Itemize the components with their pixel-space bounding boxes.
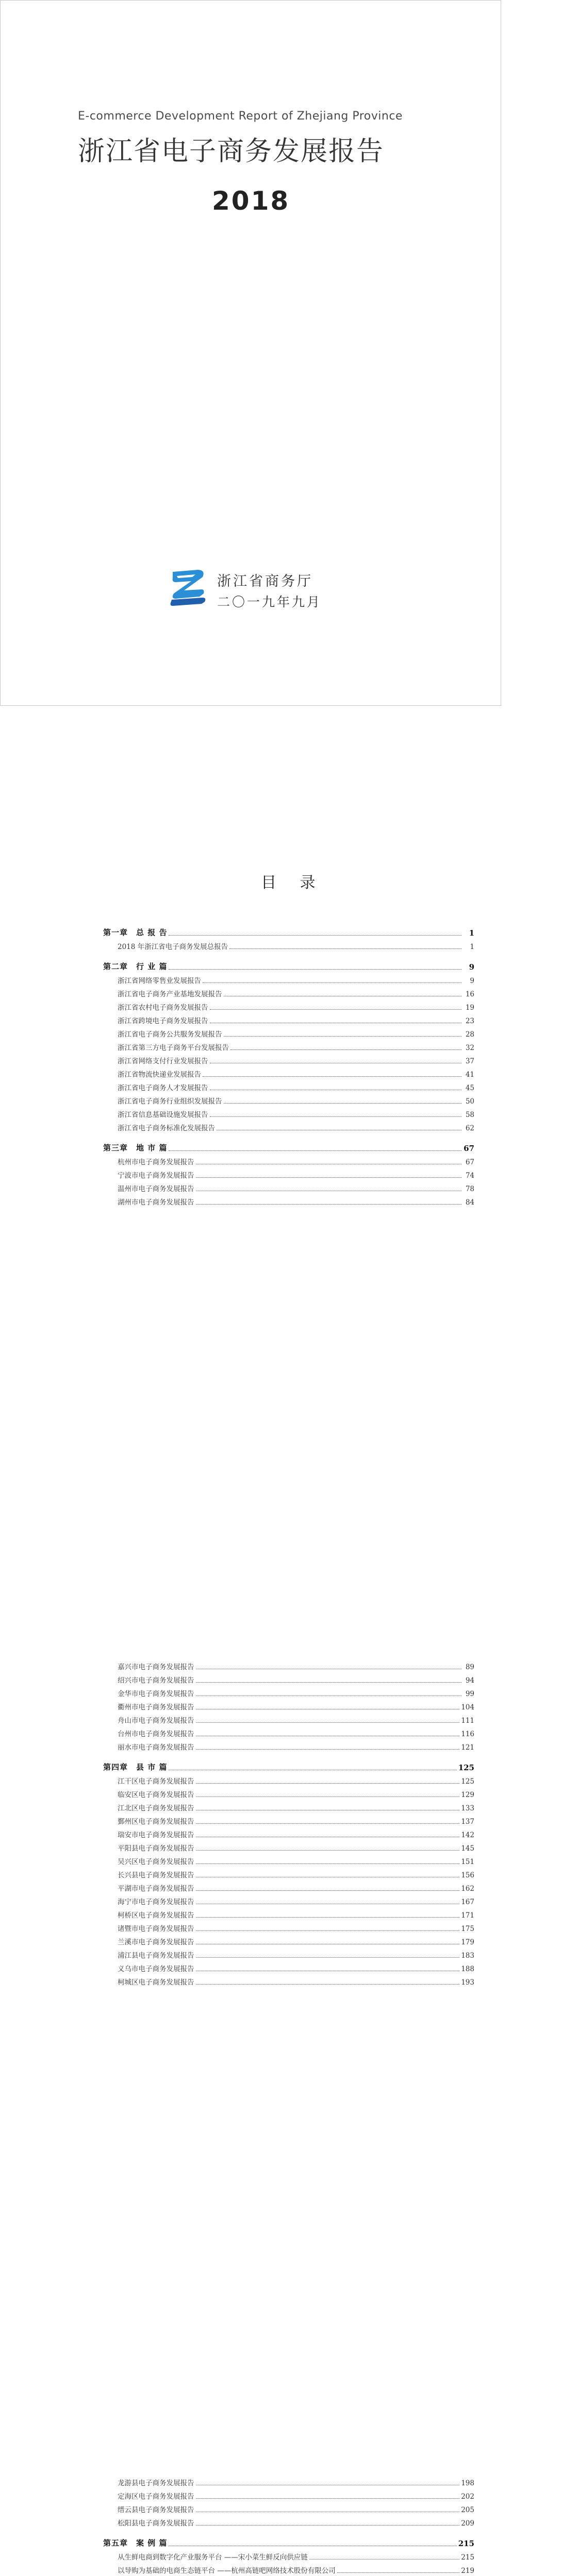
toc-entry[interactable]	[103, 1799, 474, 1812]
toc-entry[interactable]	[103, 1079, 474, 1092]
toc-page-number: 62	[465, 1124, 474, 1132]
toc-dot-leader	[203, 982, 461, 983]
toc-entry-title: 龙游县电子商务发展报告	[118, 2479, 194, 2487]
cover-page	[0, 0, 501, 706]
toc-section-2	[103, 1658, 474, 1987]
toc-entry[interactable]	[103, 1839, 474, 1853]
toc-page-number: 50	[465, 1097, 474, 1106]
toc-dot-leader	[196, 1930, 460, 1931]
toc-page-number: 37	[465, 1057, 474, 1065]
toc-dot-leader	[196, 1917, 460, 1918]
toc-page-number: 175	[461, 1925, 474, 1933]
toc-entry-title: 柯桥区电子商务发展报告	[118, 1911, 194, 1920]
toc-entry-title: 平阳县电子商务发展报告	[118, 1844, 194, 1853]
toc-page-number: 116	[461, 1730, 474, 1738]
toc-page-number: 188	[461, 1965, 474, 1973]
toc-dot-leader	[210, 1116, 462, 1117]
toc-page-number: 28	[465, 1030, 474, 1039]
toc-entry[interactable]	[103, 2548, 474, 2562]
toc-entry[interactable]	[103, 1065, 474, 1079]
toc-page-number: 125	[461, 1777, 474, 1786]
toc-entry-title: 2018 年浙江省电子商务发展总报告	[118, 943, 228, 951]
toc-dot-leader	[309, 2558, 459, 2560]
toc-entry-title: 第三章 地 市 篇	[103, 1143, 168, 1153]
toc-page-number: 137	[461, 1818, 474, 1826]
toc-page-number: 111	[461, 1717, 474, 1725]
toc-page-number: 1	[469, 928, 474, 938]
toc-dot-leader	[196, 1163, 462, 1164]
toc-dot-leader	[196, 1749, 460, 1750]
toc-entry-title: 杭州市电子商务发展报告	[118, 1158, 194, 1166]
toc-dot-leader	[196, 1722, 460, 1723]
toc-entry[interactable]	[103, 1960, 474, 1973]
toc-dot-leader	[196, 1984, 460, 1985]
toc-page-number: 121	[461, 1743, 474, 1752]
toc-page-number: 23	[465, 1017, 474, 1025]
toc-page-number: 198	[461, 2479, 474, 2487]
toc-page-number: 167	[461, 1898, 474, 1906]
toc-entry-title: 浦江县电子商务发展报告	[118, 1952, 194, 1960]
toc-entry[interactable]	[103, 1933, 474, 1946]
toc-dot-leader	[210, 1022, 462, 1023]
toc-page-number: 162	[461, 1885, 474, 1893]
toc-page-number: 58	[465, 1111, 474, 1119]
toc-page-number: 142	[461, 1831, 474, 1839]
toc-entry[interactable]	[103, 1012, 474, 1025]
toc-entry[interactable]	[103, 1866, 474, 1879]
toc-entry-title: 吴兴区电子商务发展报告	[118, 1858, 194, 1866]
toc-entry[interactable]	[103, 1893, 474, 1906]
toc-entry-title: 第二章 行 业 篇	[103, 962, 168, 971]
toc-dot-leader	[196, 1957, 460, 1958]
toc-entry[interactable]	[103, 1879, 474, 1893]
toc-entry[interactable]	[103, 985, 474, 998]
toc-entry-title: 浙江省第三方电子商务平台发展报告	[118, 1044, 229, 1052]
toc-entry-title: 从生鲜电商到数字化产业服务平台 ——宋小菜生鲜反向供应链	[118, 2553, 308, 2562]
toc-entry[interactable]	[103, 1711, 474, 1725]
toc-entry-title: 嘉兴市电子商务发展报告	[118, 1663, 194, 1671]
toc-entry[interactable]	[103, 1725, 474, 1738]
toc-dot-leader	[196, 1204, 462, 1205]
toc-entry-title: 浙江省信息基础设施发展报告	[118, 1111, 208, 1119]
toc-entry[interactable]	[103, 2501, 474, 2514]
toc-entry-title: 浙江省电子商务标准化发展报告	[118, 1124, 215, 1132]
toc-page-number: 67	[464, 1144, 474, 1153]
toc-entry[interactable]	[103, 938, 474, 951]
toc-entry[interactable]	[103, 2514, 474, 2528]
toc-entry[interactable]	[103, 1946, 474, 1960]
toc-page-number: 219	[461, 2567, 474, 2575]
toc-dot-leader	[196, 1836, 460, 1837]
toc-page-number: 74	[465, 1172, 474, 1180]
toc-dot-leader	[169, 935, 461, 936]
toc-dot-leader	[196, 1876, 460, 1877]
toc-dot-leader	[230, 1049, 461, 1050]
toc-entry-title: 浙江省电子商务人才发展报告	[118, 1084, 208, 1092]
toc-entry-title: 舟山市电子商务发展报告	[118, 1717, 194, 1725]
toc-chapter-entry[interactable]	[103, 958, 474, 972]
toc-page-number: 78	[465, 1185, 474, 1193]
toc-dot-leader	[203, 1076, 461, 1077]
toc-dot-leader	[196, 1809, 460, 1810]
toc-dot-leader	[210, 1089, 462, 1090]
toc-entry-title: 浙江省电子商务产业基地发展报告	[118, 990, 222, 998]
toc-section-1	[103, 924, 474, 1207]
toc-dot-leader	[169, 1150, 461, 1151]
toc-entry[interactable]	[103, 1052, 474, 1065]
toc-entry-title: 第五章 案 例 篇	[103, 2538, 168, 2548]
toc-entry-title: 温州市电子商务发展报告	[118, 1185, 194, 1193]
toc-dot-leader	[196, 2484, 460, 2485]
toc-dot-leader	[210, 1009, 462, 1010]
toc-dot-leader	[196, 1695, 462, 1696]
toc-entry-title: 长兴县电子商务发展报告	[118, 1871, 194, 1879]
toc-entry[interactable]	[103, 1772, 474, 1786]
toc-entry-title: 平湖市电子商务发展报告	[118, 1885, 194, 1893]
toc-entry-title: 义乌市电子商务发展报告	[118, 1965, 194, 1973]
toc-dot-leader	[196, 1943, 460, 1944]
toc-entry-title: 金华市电子商务发展报告	[118, 1690, 194, 1698]
toc-entry-title: 浙江省农村电子商务发展报告	[118, 1004, 208, 1012]
toc-entry[interactable]	[103, 1698, 474, 1711]
toc-dot-leader	[196, 1850, 460, 1851]
toc-dot-leader	[196, 1177, 462, 1178]
toc-page-number: 19	[465, 1004, 474, 1012]
toc-dot-leader	[196, 1735, 460, 1736]
toc-page-number: 209	[461, 2519, 474, 2528]
toc-dot-leader	[196, 2498, 460, 2499]
cover-english-title: E-commerce Development Report of Zhejiang Province	[78, 110, 403, 123]
toc-entry-title: 绍兴市电子商务发展报告	[118, 1676, 194, 1685]
toc-entry[interactable]	[103, 1039, 474, 1052]
toc-entry-title: 浙江省网络支付行业发展报告	[118, 1057, 208, 1065]
toc-dot-leader	[229, 948, 461, 949]
toc-entry-title: 瑞安市电子商务发展报告	[118, 1831, 194, 1839]
toc-page-number: 215	[458, 2539, 474, 2548]
toc-entry-title: 兰溪市电子商务发展报告	[118, 1938, 194, 1946]
toc-page-number: 16	[465, 990, 474, 998]
toc-entry[interactable]	[103, 1106, 474, 1119]
toc-page-number: 99	[465, 1690, 474, 1698]
toc-dot-leader	[196, 1708, 460, 1709]
toc-page-number: 179	[461, 1938, 474, 1946]
toc-entry-title: 丽水市电子商务发展报告	[118, 1743, 194, 1752]
toc-dot-leader	[224, 995, 462, 996]
zhejiang-commerce-logo-icon	[169, 566, 209, 608]
toc-page-number: 151	[461, 1858, 474, 1866]
toc-dot-leader	[196, 1668, 462, 1669]
toc-entry-title: 鄞州区电子商务发展报告	[118, 1818, 194, 1826]
toc-entry-title: 以导购为基础的电商生态链平台 ——杭州高链吧网络技术股份有限公司	[118, 2567, 336, 2575]
toc-page-number: 133	[461, 1804, 474, 1812]
cover-year: 2018	[212, 186, 290, 216]
toc-chapter-entry[interactable]	[103, 2535, 474, 2548]
toc-entry[interactable]	[103, 1812, 474, 1826]
toc-entry-title: 湖州市电子商务发展报告	[118, 1198, 194, 1207]
toc-entry[interactable]	[103, 1853, 474, 1866]
cover-date: 二〇一九年九月	[217, 595, 322, 609]
toc-entry-title: 缙云县电子商务发展报告	[118, 2506, 194, 2514]
toc-entry-title: 衢州市电子商务发展报告	[118, 1703, 194, 1711]
toc-page-number: 41	[465, 1071, 474, 1079]
toc-section-3	[103, 2474, 474, 2576]
toc-page-number: 183	[461, 1952, 474, 1960]
toc-entry[interactable]	[103, 1786, 474, 1799]
toc-dot-leader	[196, 1783, 460, 1784]
toc-page-number: 9	[470, 977, 474, 985]
toc-entry-title: 江干区电子商务发展报告	[118, 1777, 194, 1786]
cover-organization: 浙江省商务厅	[217, 573, 313, 589]
toc-page-number: 193	[461, 1978, 474, 1987]
toc-entry[interactable]	[103, 1973, 474, 1987]
toc-entry[interactable]	[103, 1025, 474, 1039]
toc-entry[interactable]	[103, 972, 474, 985]
toc-page-number: 32	[465, 1044, 474, 1052]
toc-entry[interactable]	[103, 1193, 474, 1207]
toc-dot-leader	[196, 1796, 460, 1797]
toc-page-number: 89	[465, 1663, 474, 1671]
toc-page-number: 156	[461, 1871, 474, 1879]
toc-dot-leader	[196, 1970, 460, 1971]
toc-entry-title: 浙江省物流快递业发展报告	[118, 1071, 201, 1079]
toc-entry[interactable]	[103, 2487, 474, 2501]
toc-entry[interactable]	[103, 1826, 474, 1839]
toc-dot-leader	[196, 1903, 460, 1904]
toc-entry[interactable]	[103, 1906, 474, 1920]
toc-entry[interactable]	[103, 1658, 474, 1671]
toc-dot-leader	[337, 2572, 459, 2573]
toc-entry-title: 浙江省电子商务行业组织发展报告	[118, 1097, 222, 1106]
toc-entry[interactable]	[103, 1119, 474, 1132]
toc-page-number: 104	[461, 1703, 474, 1711]
toc-page-number: 67	[465, 1158, 474, 1166]
toc-chapter-entry[interactable]	[103, 1140, 474, 1153]
toc-page-number: 202	[461, 2493, 474, 2501]
toc-page-number: 215	[461, 2553, 474, 2562]
toc-entry-title: 浙江省电子商务公共服务发展报告	[118, 1030, 222, 1039]
toc-page-number: 45	[465, 1084, 474, 1092]
toc-dot-leader	[169, 969, 461, 970]
toc-chapter-entry[interactable]	[103, 924, 474, 938]
toc-entry-title: 柯城区电子商务发展报告	[118, 1978, 194, 1987]
toc-entry-title: 海宁市电子商务发展报告	[118, 1898, 194, 1906]
toc-dot-leader	[224, 1103, 462, 1104]
toc-entry-title: 诸暨市电子商务发展报告	[118, 1925, 194, 1933]
toc-page-number: 94	[465, 1676, 474, 1685]
toc-dot-leader	[196, 1863, 460, 1864]
toc-dot-leader	[196, 2524, 460, 2526]
toc-page-number: 9	[469, 962, 474, 972]
toc-page-number: 171	[461, 1911, 474, 1920]
toc-page-number: 84	[465, 1198, 474, 1207]
toc-entry-title: 江北区电子商务发展报告	[118, 1804, 194, 1812]
toc-entry[interactable]	[103, 1180, 474, 1193]
cover-title: 浙江省电子商务发展报告	[78, 136, 385, 167]
toc-entry[interactable]	[103, 1166, 474, 1180]
toc-dot-leader	[196, 1190, 462, 1191]
toc-entry-title: 第一章 总 报 告	[103, 928, 168, 937]
toc-entry-title: 临安区电子商务发展报告	[118, 1791, 194, 1799]
toc-entry-title: 台州市电子商务发展报告	[118, 1730, 194, 1738]
toc-dot-leader	[196, 2511, 460, 2512]
toc-page-number: 129	[461, 1791, 474, 1799]
toc-dot-leader	[169, 1769, 456, 1770]
toc-dot-leader	[196, 1823, 460, 1824]
toc-chapter-entry[interactable]	[103, 1759, 474, 1772]
toc-entry-title: 浙江省跨境电子商务发展报告	[118, 1017, 208, 1025]
toc-entry-title: 松阳县电子商务发展报告	[118, 2519, 194, 2528]
toc-entry[interactable]	[103, 1671, 474, 1685]
toc-entry[interactable]	[103, 2562, 474, 2575]
toc-entry-title: 浙江省网络零售业发展报告	[118, 977, 201, 985]
toc-dot-leader	[210, 1062, 462, 1063]
toc-entry[interactable]	[103, 1738, 474, 1752]
toc-dot-leader	[196, 1682, 462, 1683]
toc-entry[interactable]	[103, 1153, 474, 1166]
toc-entry-title: 定海区电子商务发展报告	[118, 2493, 194, 2501]
toc-dot-leader	[217, 1129, 461, 1130]
toc-page-number: 145	[461, 1844, 474, 1853]
toc-title: 目 录	[261, 874, 325, 892]
toc-entry[interactable]	[103, 2474, 474, 2487]
toc-page-number: 125	[458, 1763, 474, 1772]
toc-entry-title: 第四章 县 市 篇	[103, 1762, 168, 1772]
toc-entry-title: 宁波市电子商务发展报告	[118, 1172, 194, 1180]
toc-entry[interactable]	[103, 1092, 474, 1106]
toc-entry[interactable]	[103, 1685, 474, 1698]
toc-dot-leader	[196, 1890, 460, 1891]
toc-page-number: 205	[461, 2506, 474, 2514]
toc-dot-leader	[224, 1036, 462, 1037]
toc-entry[interactable]	[103, 998, 474, 1012]
toc-entry[interactable]	[103, 1920, 474, 1933]
toc-dot-leader	[169, 2545, 456, 2546]
toc-page-number: 1	[470, 943, 474, 951]
